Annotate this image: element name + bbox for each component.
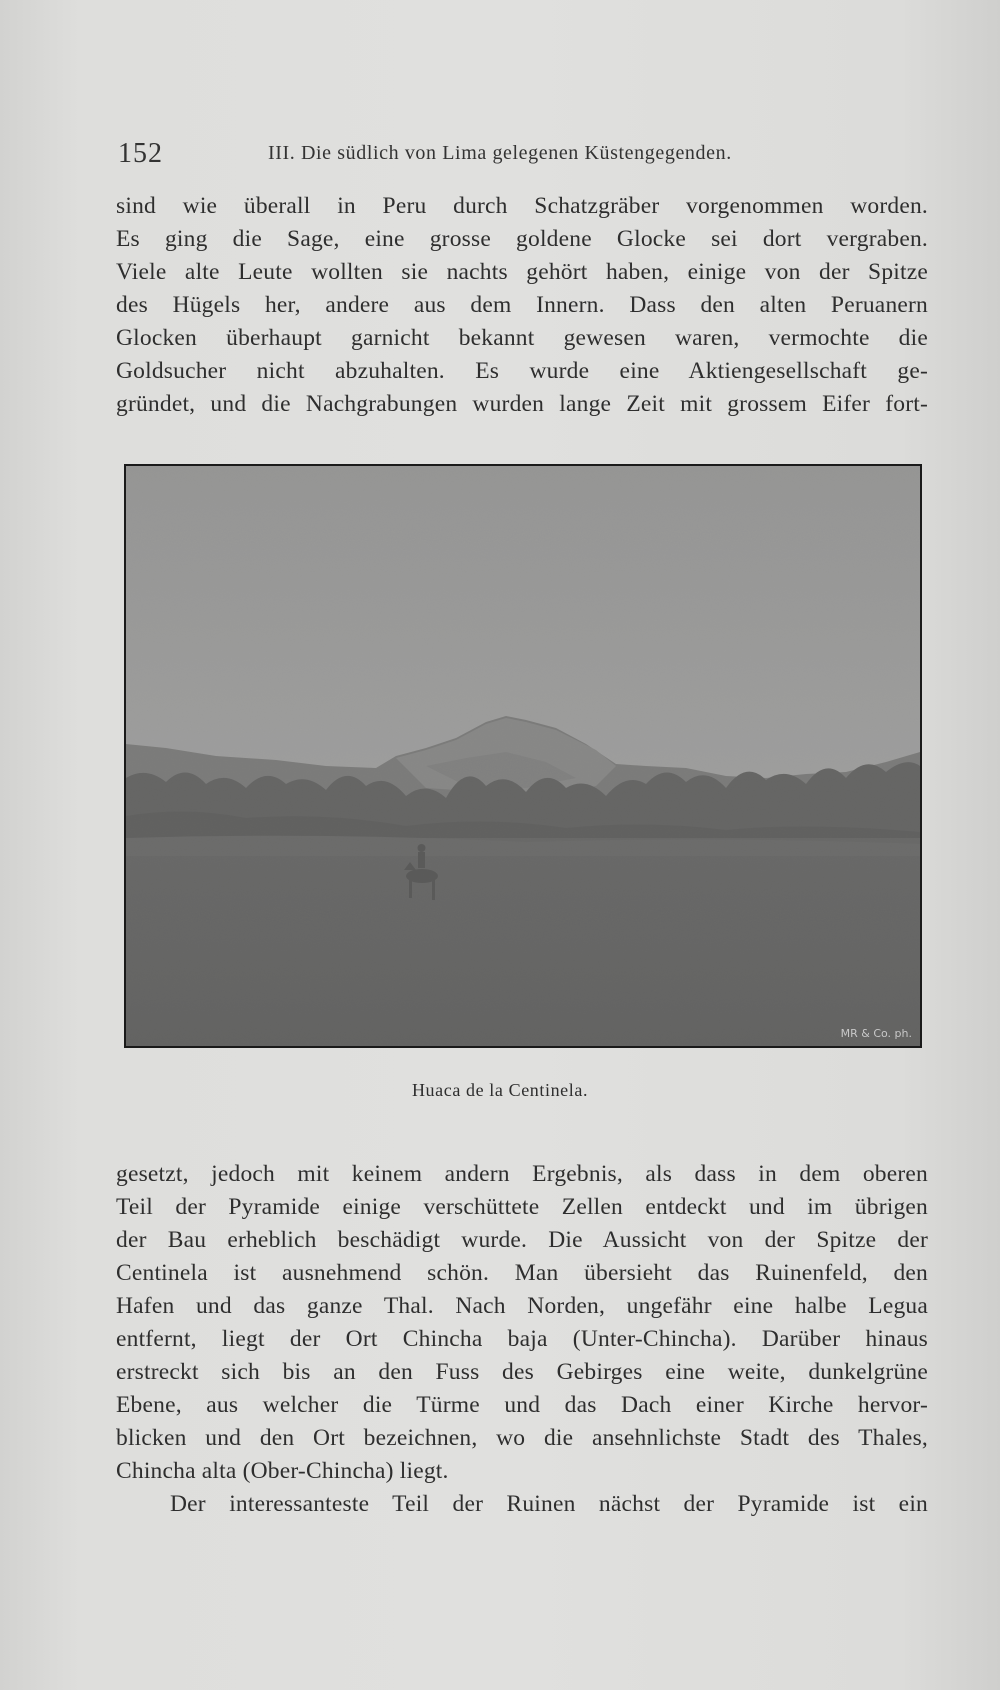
figure-caption: Huaca de la Centinela. — [411, 1080, 589, 1100]
photographer-mark: MR & Co. ph. — [840, 1027, 912, 1040]
paragraph-last — [116, 1488, 928, 1521]
text-line: blicken und den Ort bezeichnen, wo die ansehnlichste Stadt des Thales, — [116, 1425, 928, 1451]
text-line: Teil der Pyramide einige verschüttete Zellen entdeckt und im übrigen — [116, 1194, 928, 1220]
text-line: Viele alte Leute wollten sie nachts gehört haben, einige von der Spitze — [116, 259, 928, 285]
text-line: gesetzt, jedoch mit keinem andern Ergebnis, als dass in dem oberen — [116, 1161, 928, 1187]
text-line: Der interessanteste Teil der Ruinen nächst der Pyramide ist ein — [170, 1491, 928, 1517]
page-header — [118, 138, 938, 178]
text-line: Ebene, aus welcher die Türme und das Dach einer Kirche hervor- — [116, 1392, 928, 1418]
landscape-photo — [126, 466, 920, 1046]
text-line: der Bau erheblich beschädigt wurde. Die Aussicht von der Spitze der — [116, 1227, 928, 1253]
text-line: Hafen und das ganze Thal. Nach Norden, ungefähr eine halbe Legua — [116, 1293, 928, 1319]
paragraph-bottom — [116, 1158, 928, 1488]
text-line: sind wie überall in Peru durch Schatzgräber vorgenommen worden. — [116, 193, 928, 219]
text-line: Chincha alta (Ober-Chincha) liegt. — [116, 1458, 449, 1484]
text-line: gründet, und die Nachgrabungen wurden lange Zeit mit grossem Eifer fort- — [116, 391, 928, 417]
text-line: entfernt, liegt der Ort Chincha baja (Unter-Chincha). Darüber hinaus — [116, 1326, 928, 1352]
photograph-huaca-de-la-centinela — [124, 464, 922, 1048]
running-head: III. Die südlich von Lima gelegenen Küstengegenden. — [268, 142, 732, 164]
text-line: des Hügels her, andere aus dem Innern. Dass den alten Peruanern — [116, 292, 928, 318]
page-number: 152 — [118, 138, 163, 169]
paragraph-top — [116, 190, 928, 421]
text-line: erstreckt sich bis an den Fuss des Gebirges eine weite, dunkelgrüne — [116, 1359, 928, 1385]
text-line: Glocken überhaupt garnicht bekannt gewesen waren, vermochte die — [116, 325, 928, 351]
text-line: Goldsucher nicht abzuhalten. Es wurde eine Aktiengesellschaft ge- — [116, 358, 928, 384]
text-line: Es ging die Sage, eine grosse goldene Glocke sei dort vergraben. — [116, 226, 928, 252]
text-line: Centinela ist ausnehmend schön. Man übersieht das Ruinenfeld, den — [116, 1260, 928, 1286]
